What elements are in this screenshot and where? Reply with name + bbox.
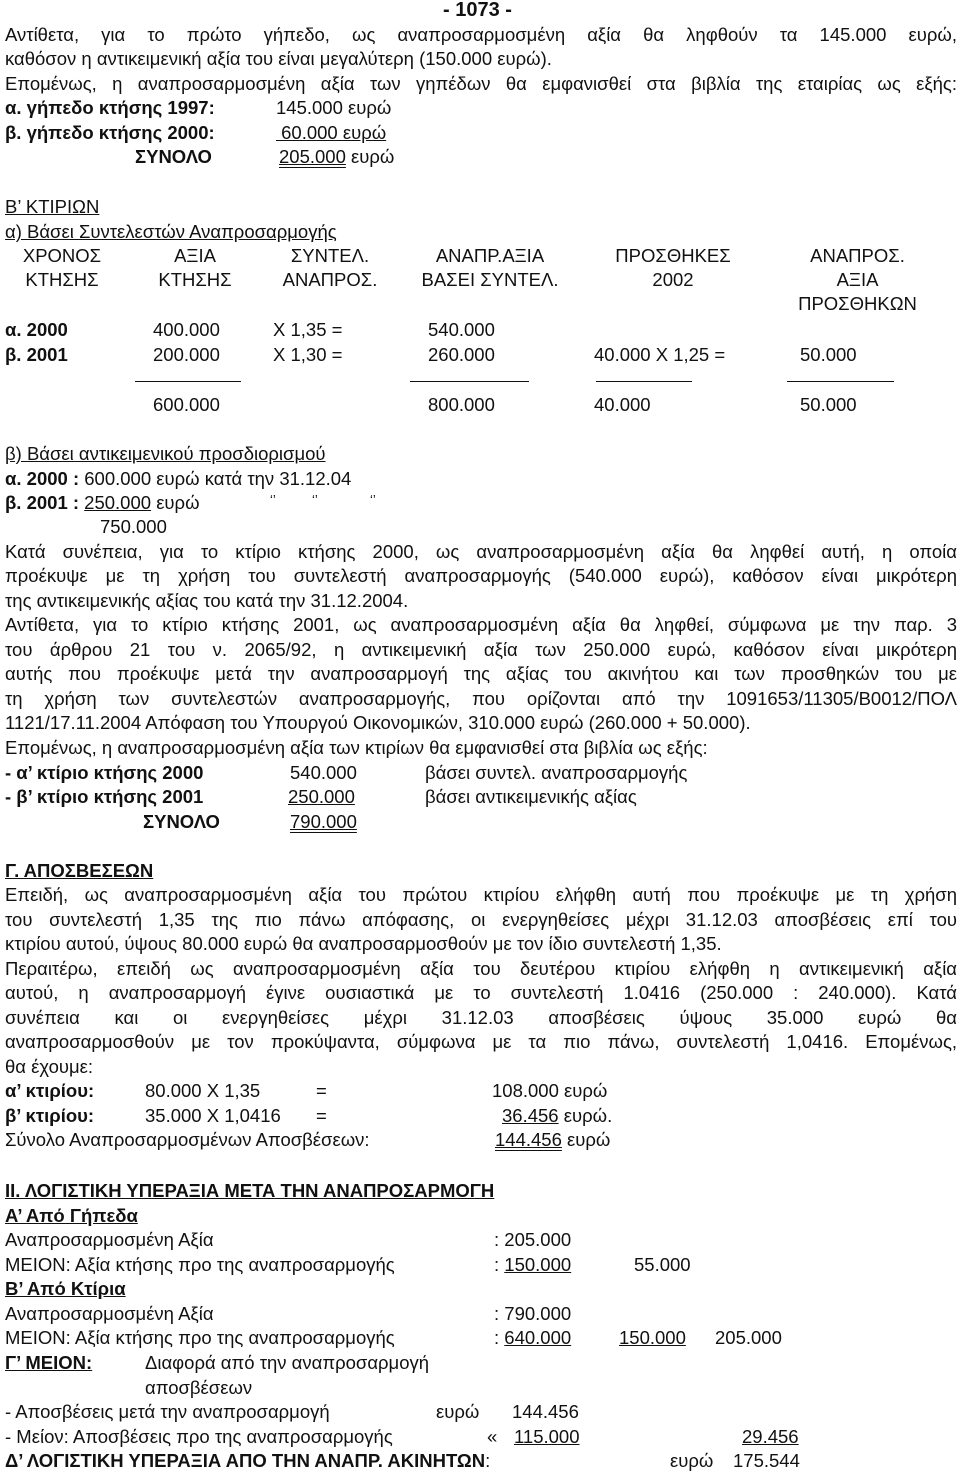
paragraph-line: Κατά συνέπεια, για το κτίριο κτήσης 2000, ως αναπροσαρμοσμένη αξία θα ληφθεί αυτή, η οποία	[5, 541, 957, 562]
sum-rule	[410, 381, 529, 382]
row-result: 29.456	[742, 1426, 799, 1447]
buildings-heading: Β’ ΚΤΙΡΙΩΝ	[5, 196, 100, 217]
calc-expr: 80.000 X 1,35	[145, 1080, 261, 1101]
row-cell: 200.000	[153, 344, 220, 365]
summary-label: - α’ κτίριο κτήσης 2000	[5, 762, 204, 783]
calc-label: Σύνολο Αναπροσαρμοσμένων Αποσβέσεων:	[5, 1129, 370, 1150]
paragraph-line: του συντελεστή 1,35 της πιο πάνω απόφασης, οι ενεργηθείσες μέχρι 31.12.03 αποσβέσεις επί του	[5, 909, 957, 930]
paragraph-line: αυτής που προέκυψε μετά την αναπροσαρμογή της αξίας του ακινήτου και των προσθηκών του με	[5, 663, 957, 684]
plot-total-label: ΣΥΝΟΛΟ	[135, 146, 212, 167]
calc-result: 36.456 ευρώ.	[502, 1105, 613, 1126]
intro-line: Αντίθετα, για το πρώτο γήπεδο, ως αναπροσαρμοσμένη αξία θα ληφθούν τα 145.000 ευρώ,	[5, 24, 957, 45]
summary-value: 250.000	[288, 786, 355, 807]
plot-label: α. γήπεδο κτήσης 1997:	[5, 97, 215, 118]
col-header: ΑΞΙΑ ΚΤΗΣΗΣ	[158, 245, 232, 290]
buildings-sub-b: β) Βάσει αντικειμενικού προσδιορισμού	[5, 443, 326, 464]
page-number: - 1073 -	[443, 0, 512, 21]
ditto-mark: ‘’	[370, 492, 376, 507]
row-label: ΜΕΙΟΝ: Αξία κτήσης προ της αναπροσαρμογής	[5, 1327, 395, 1348]
sum-rule	[135, 381, 241, 382]
total-cell: 40.000	[594, 394, 651, 415]
col-header: ΧΡΟΝΟΣ ΚΤΗΣΗΣ	[22, 245, 102, 290]
objective-line: β. 2001 : 250.000 ευρώ	[5, 492, 200, 513]
col-header: ΣΥΝΤΕΛ. ΑΝΑΠΡΟΣ.	[282, 245, 378, 290]
row-cell: 40.000 X 1,25 =	[594, 344, 726, 365]
summary-note: βάσει αντικειμενικής αξίας	[425, 786, 637, 807]
depreciation-heading: Γ. ΑΠΟΣΒΕΣΕΩΝ	[5, 860, 154, 881]
paragraph-line: προέκυψε με τη χρήση του συντελεστή αναπροσαρμογής (540.000 ευρώ), καθόσον είναι μικρότερη	[5, 565, 957, 586]
total-cell: 600.000	[153, 394, 220, 415]
paragraph-line: αυτού, η αναπροσαρμογή έγινε ουσιαστικά με το συντελεστή 1.0416 (250.000 : 240.000). Κατά	[5, 982, 957, 1003]
calc-result: 108.000 ευρώ	[492, 1080, 608, 1101]
row-cell: X 1,35 =	[273, 319, 343, 340]
plot-total	[279, 145, 394, 169]
paragraph-line: αναπροσαρμοσθούν με τον προκύψαντα, σύμφωνα με τα πιο πάνω, συντελεστή 1,0416. Επομένως,	[5, 1031, 957, 1052]
row-result: 150.000	[619, 1327, 686, 1348]
goodwill-a-heading: Α’ Από Γήπεδα	[5, 1205, 138, 1226]
col-header: ΠΡΟΣΘΗΚΕΣ 2002	[615, 245, 731, 290]
row-label: - Αποσβέσεις μετά την αναπροσαρμογή	[5, 1401, 330, 1422]
col-header: ΑΝΑΠΡΟΣ. ΑΞΙΑ ΠΡΟΣΘΗΚΩΝ	[798, 245, 917, 314]
row-value: 115.000	[514, 1426, 580, 1447]
row-cell: 540.000	[428, 319, 495, 340]
paragraph-line: Αντίθετα, για το κτίριο κτήσης 2001, ως αναπροσαρμοσμένη αξία θα ληφθεί, σύμφωνα με την παρ. 3	[5, 614, 957, 635]
paragraph-line: τη χρήση των συντελεστών αναπροσαρμογής, που ορίζονται από την 1091653/11305/Β0012/ΠΟΛ	[5, 688, 957, 709]
goodwill-b-heading: Β’ Από Κτίρια	[5, 1278, 126, 1299]
buildings-sub-a: α) Βάσει Συντελεστών Αναπροσαρμογής	[5, 221, 337, 242]
intro-line: καθόσον η αντικειμενική αξία του είναι μεγαλύτερη (150.000 ευρώ).	[5, 48, 552, 69]
row-label: ΜΕΙΟΝ: Αξία κτήσης προ της αναπροσαρμογής	[5, 1254, 395, 1275]
paragraph-line: 1121/17.11.2004 Απόφαση του Υπουργού Οικονομικών, 310.000 ευρώ (260.000 + 50.000).	[5, 712, 751, 733]
objective-line: α. 2000 : 600.000 ευρώ κατά την 31.12.04	[5, 468, 352, 489]
sum-rule	[787, 381, 894, 382]
plot-total-value: 205.000	[279, 146, 346, 167]
row-label: Αναπροσαρμοσμένη Αξία	[5, 1229, 214, 1250]
summary-label: - β’ κτίριο κτήσης 2001	[5, 786, 204, 807]
row-value: : 640.000	[494, 1327, 572, 1348]
row-unit: ευρώ	[670, 1450, 714, 1471]
row-value: : 790.000	[494, 1303, 572, 1324]
plot-label: β. γήπεδο κτήσης 2000:	[5, 122, 215, 143]
total-cell: 800.000	[428, 394, 495, 415]
row-value: : 205.000	[494, 1229, 572, 1250]
summary-note: βάσει συντελ. αναπροσαρμογής	[425, 762, 688, 783]
sum-rule	[596, 381, 692, 382]
plot-value: 60.000 ευρώ	[276, 122, 387, 143]
ditto-mark: ‘’	[312, 492, 318, 507]
row-label: Αναπροσαρμοσμένη Αξία	[5, 1303, 214, 1324]
row-cell: 260.000	[428, 344, 495, 365]
total-cell: 50.000	[800, 394, 857, 415]
col-header: ΑΝΑΠΡ.ΑΞΙΑ ΒΑΣΕΙ ΣΥΝΤΕΛ.	[421, 245, 559, 290]
row-value: : 150.000	[494, 1254, 572, 1275]
goodwill-heading: ΙΙ. ΛΟΓΙΣΤΙΚΗ ΥΠΕΡΑΞΙΑ ΜΕΤΑ ΤΗΝ ΑΝΑΠΡΟΣΑΡΜΟΓΗ	[5, 1180, 495, 1201]
paragraph-line: Περαιτέρω, επειδή ως αναπροσαρμοσμένη αξία του δευτέρου κτιρίου ελήφθη η αντικειμενική αξία	[5, 958, 957, 979]
calc-expr: 35.000 X 1,0416	[145, 1105, 281, 1126]
objective-total: 750.000	[100, 516, 167, 537]
paragraph-line: Επομένως, η αναπροσαρμοσμένη αξία των κτιρίων θα εμφανισθεί στα βιβλία ως εξής:	[5, 737, 708, 758]
row-unit: ευρώ	[436, 1401, 480, 1422]
paragraph-line: της αντικειμενικής αξίας του κατά την 31.12.2004.	[5, 590, 409, 611]
row-cell: α. 2000	[5, 319, 68, 340]
summary-label: ΣΥΝΟΛΟ	[143, 811, 220, 832]
row-unit: «	[487, 1426, 498, 1447]
row-cell: β. 2001	[5, 344, 68, 365]
paragraph-line: Επειδή, ως αναπροσαρμοσμένη αξία του πρώτου κτιρίου ελήφθη αυτή που προέκυψε με τη χρήση	[5, 884, 957, 905]
paragraph-line: συνέπεια και οι ενεργηθείσες μέχρι 31.12.03 αποσβέσεις ύψους 35.000 ευρώ θα	[5, 1007, 957, 1028]
plot-total-unit: ευρώ	[351, 146, 395, 167]
intro-line: Επομένως, η αναπροσαρμοσμένη αξία των γηπέδων θα εμφανισθεί στα βιβλία της εταιρίας ως εξής:	[5, 73, 957, 94]
paragraph-line: του άρθρου 21 του ν. 2065/92, η αντικειμενική αξία των 250.000 ευρώ, καθόσον είναι μικρότερη	[5, 639, 957, 660]
paragraph-line: θα έχουμε:	[5, 1056, 94, 1077]
goodwill-c-heading: Γ’ ΜΕΙΟΝ:	[5, 1352, 93, 1373]
calc-result: 144.456 ευρώ	[495, 1129, 611, 1150]
calc-label: β’ κτιρίου:	[5, 1105, 95, 1126]
row-cell: 400.000	[153, 319, 220, 340]
summary-value: 790.000	[290, 811, 357, 832]
summary-value: 540.000	[290, 762, 357, 783]
row-total: 205.000	[715, 1327, 782, 1348]
calc-eq: =	[316, 1080, 327, 1101]
row-value: 144.456	[512, 1401, 579, 1422]
goodwill-d-line: Δ’ ΛΟΓΙΣΤΙΚΗ ΥΠΕΡΑΞΙΑ ΑΠΟ ΤΗΝ ΑΝΑΠΡ. ΑΚΙΝΗΤΩΝ:	[5, 1450, 491, 1471]
calc-eq: =	[316, 1105, 327, 1126]
row-label: - Μείον: Αποσβέσεις προ της αναπροσαρμογής	[5, 1426, 393, 1447]
calc-label: α’ κτιρίου:	[5, 1080, 95, 1101]
ditto-mark: ‘’	[270, 492, 276, 507]
c-text: Διαφορά από την αναπροσαρμογή	[145, 1352, 430, 1373]
paragraph-line: κτιρίου αυτού, ύψους 80.000 ευρώ θα αναπροσαρμοσθούν με τον ίδιο συντελεστή 1,35.	[5, 933, 722, 954]
row-cell: X 1,30 =	[273, 344, 343, 365]
row-result: 55.000	[634, 1254, 691, 1275]
row-cell: 50.000	[800, 344, 857, 365]
plot-value: 145.000 ευρώ	[276, 97, 392, 118]
goodwill-total: 175.544	[733, 1450, 800, 1471]
c-text: αποσβέσεων	[145, 1377, 253, 1398]
